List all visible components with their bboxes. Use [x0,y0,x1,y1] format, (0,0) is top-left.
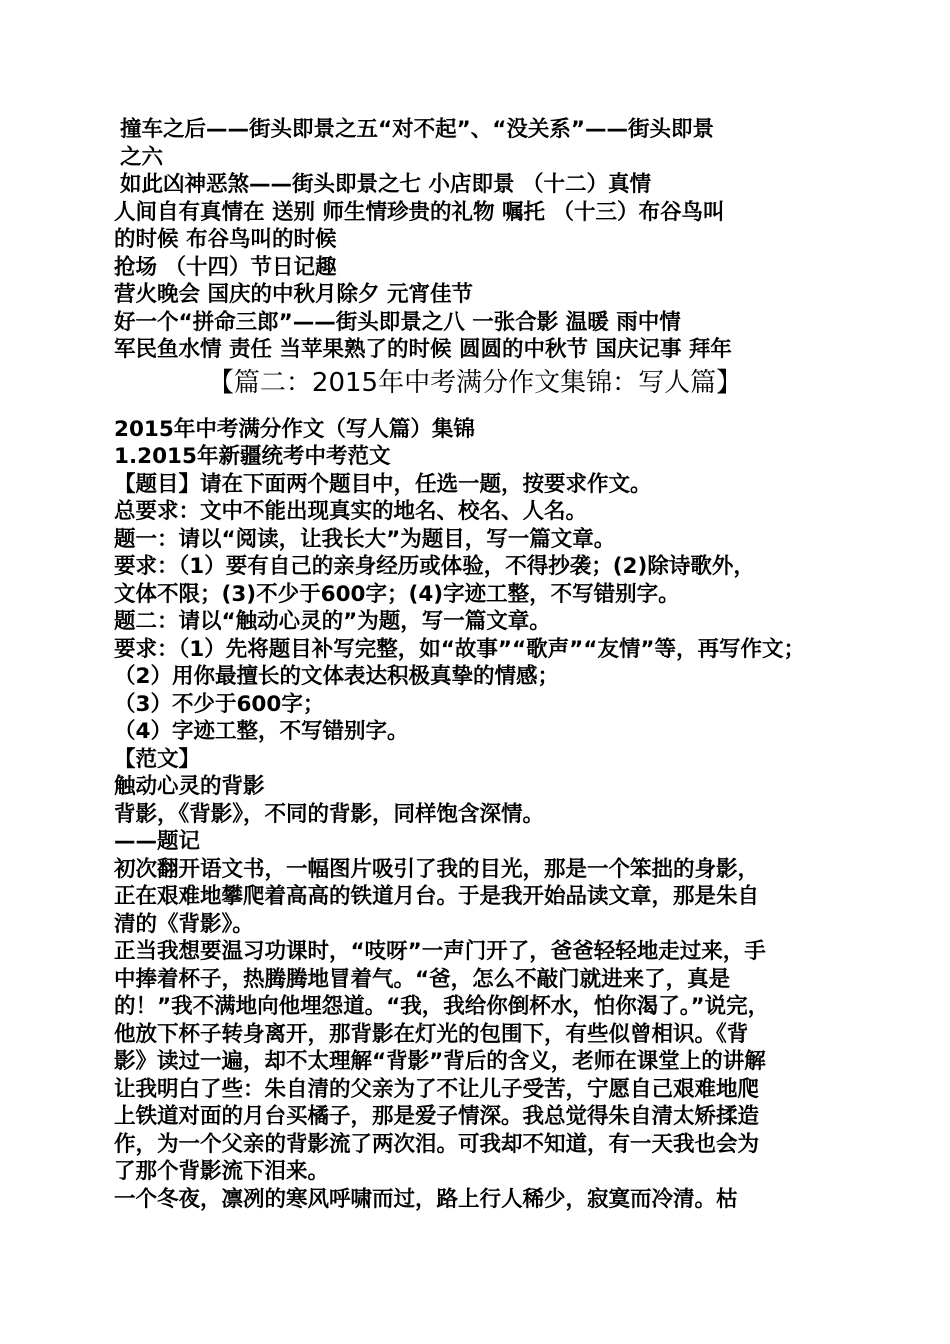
toc-line: 的时候 布谷鸟叫的时候 [114,227,337,252]
body-line: 一个冬夜，凛冽的寒风呼啸而过，路上行人稀少，寂寞而冷清。枯 [114,1187,738,1212]
body-line: 总要求：文中不能出现真实的地名、校名、人名。 [114,499,588,524]
toc-line: 人间自有真情在 送别 师生情珍贵的礼物 嘱托 （十三）布谷鸟叫 [114,200,725,225]
body-line: 题二：请以“触动心灵的”为题，写一篇文章。 [114,609,551,634]
toc-line: 如此凶神恶煞——街头即景之七 小店即景 （十二）真情 [120,172,651,197]
toc-line: 军民鱼水情 责任 当苹果熟了的时候 圆圆的中秋节 国庆记事 拜年 [114,337,732,362]
body-line: 影》读过一遍，却不太理解“背影”背后的含义，老师在课堂上的讲解 [114,1049,766,1074]
body-line: 中捧着杯子，热腾腾地冒着气。“爸，怎么不敲门就进来了，真是 [114,967,731,992]
body-line: 正当我想要温习功课时，“吱呀”一声门开了，爸爸轻轻地走过来，手 [114,939,766,964]
body-line: 题一：请以“阅读，让我长大”为题目，写一篇文章。 [114,527,616,552]
body-line: 初次翻开语文书，一幅图片吸引了我的目光，那是一个笨拙的身影， [114,857,760,882]
toc-line: 好一个“拼命三郎”——街头即景之八 一张合影 温暖 雨中情 [114,310,681,335]
body-line: 上铁道对面的月台买橘子，那是爱子情深。我总觉得朱自清太矫揉造 [114,1104,760,1129]
body-line: ——题记 [114,829,201,854]
body-line: 触动心灵的背影 [114,774,265,799]
body-line: 【题目】请在下面两个题目中，任选一题，按要求作文。 [114,472,652,497]
body-line: 清的《背影》。 [114,912,254,937]
body-line: 2015年中考满分作文（写人篇）集锦 [114,417,475,442]
body-line: （4）字迹工整，不写错别字。 [114,719,409,744]
body-line: 【范文】 [114,747,201,772]
body-line: 让我明白了些：朱自清的父亲为了不让儿子受苦，宁愿自己艰难地爬 [114,1077,760,1102]
toc-line: 营火晚会 国庆的中秋月除夕 元宵佳节 [114,282,473,307]
body-line: （2）用你最擅长的文体表达积极真挚的情感； [114,664,559,689]
body-line: 1.2015年新疆统考中考范文 [114,444,391,469]
body-line: （3）不少于600字； [114,692,325,717]
body-line: 的！”我不满地向他埋怨道。“我，我给你倒杯水，怕你渴了。”说完， [114,994,770,1019]
toc-line: 抢场 （十四）节日记趣 [114,255,337,280]
body-line: 要求：（1）先将题目补写完整，如“故事”“歌声”“友情”等，再写作文； [114,637,805,662]
toc-line: 撞车之后——街头即景之五“对不起”、“没关系”——街头即景 [120,117,715,142]
toc-line: 之六 [120,145,164,170]
body-line: 要求：（1）要有自己的亲身经历或体验，不得抄袭；(2)除诗歌外， [114,554,755,579]
body-line: 正在艰难地攀爬着高高的铁道月台。于是我开始品读文章，那是朱自 [114,884,760,909]
body-line: 他放下杯子转身离开，那背影在灯光的包围下，有些似曾相识。《背 [114,1022,749,1047]
body-line: 背影，《背影》，不同的背影，同样饱含深情。 [114,802,545,827]
section-title: 【篇二：2015年中考满分作文集锦：写人篇】 [207,368,743,398]
body-line: 作，为一个父亲的背影流了两次泪。可我却不知道，有一天我也会为 [114,1132,760,1157]
body-line: 了那个背影流下泪来。 [114,1159,330,1184]
body-line: 文体不限；(3)不少于600字；(4)字迹工整，不写错别字。 [114,582,680,607]
